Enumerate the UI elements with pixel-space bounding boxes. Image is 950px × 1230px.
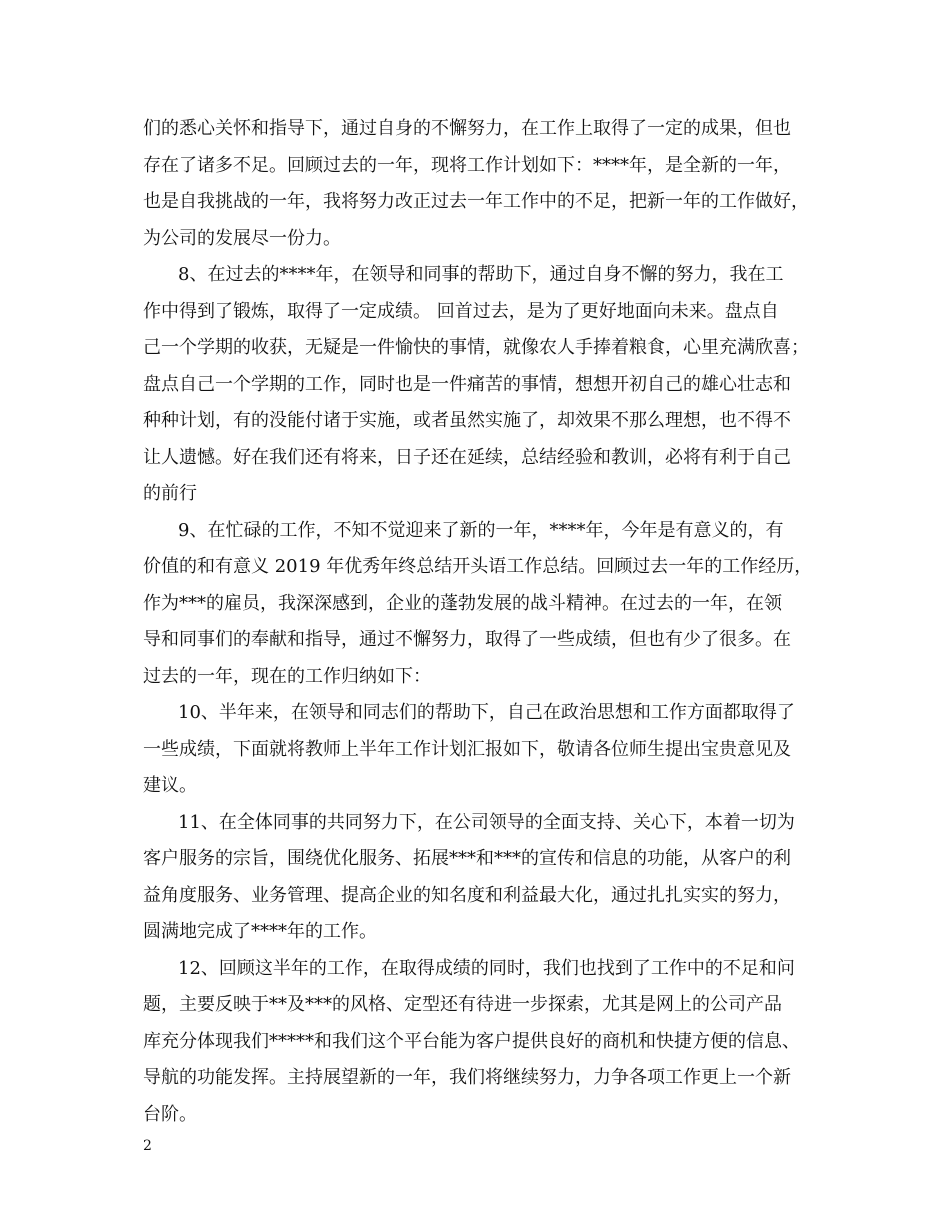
text-line: 种种计划，有的没能付诸于实施，或者虽然实施了，却效果不那么理想，也不得不 [143, 410, 791, 431]
document-body [143, 111, 823, 1133]
paragraph-10 [143, 695, 823, 805]
text-line: 存在了诸多不足。回顾过去的一年，现将工作计划如下：****年，是全新的一年， [143, 154, 791, 176]
text-line: 题，主要反映于**及***的风格、定型还有待进一步探索，尤其是网上的公司产品 [143, 994, 782, 1015]
text-line: 过去的一年，现在的工作归纳如下： [143, 665, 431, 687]
text-line: 作为***的雇员，我深深感到，企业的蓬勃发展的战斗精神。在过去的一年，在领 [143, 592, 782, 614]
text-line: 价值的和有意义 2019 年优秀年终总结开头语工作总结。回顾过去一年的工作经历， [143, 556, 813, 577]
text-line: 盘点自己一个学期的工作，同时也是一件痛苦的事情，想想开初自己的雄心壮志和 [143, 373, 791, 395]
text-line: 也是自我挑战的一年，我将努力改正过去一年工作中的不足，把新一年的工作做好， [143, 191, 809, 212]
text-line: 一些成绩，下面就将教师上半年工作计划汇报如下，敬请各位师生提出宝贵意见及 [143, 738, 791, 760]
text-line: 们的悉心关怀和指导下，通过自身的不懈努力，在工作上取得了一定的成果，但也 [143, 118, 791, 139]
text-line: 12、回顾这半年的工作，在取得成绩的同时，我们也找到了工作中的不足和问 [178, 957, 795, 979]
paragraph-12 [143, 951, 823, 1134]
text-line: 的前行 [143, 483, 197, 504]
paragraph-11 [143, 805, 823, 951]
text-line: 导和同事们的奉献和指导，通过不懈努力，取得了一些成绩，但也有少了很多。在 [143, 629, 791, 650]
text-line: 8、在过去的****年，在领导和同事的帮助下，通过自身不懈的努力，我在工 [178, 264, 784, 285]
text-line: 建议。 [143, 775, 197, 796]
text-line: 作中得到了锻炼，取得了一定成绩。 回首过去，是为了更好地面向未来。盘点自 [143, 300, 779, 322]
text-line: 圆满地完成了****年的工作。 [143, 921, 377, 942]
text-line: 益角度服务、业务管理、提高企业的知名度和利益最大化，通过扎扎实实的努力， [143, 884, 791, 906]
text-line: 客户服务的宗旨，围绕优化服务、拓展***和***的宣传和信息的功能，从客户的利 [143, 848, 791, 869]
page-number: 2 [143, 1138, 152, 1154]
text-line: 11、在全体同事的共同努力下，在公司领导的全面支持、关心下，本着一切为 [178, 811, 795, 833]
text-line: 己一个学期的收获，无疑是一件愉快的事情，就像农人手捧着粮食，心里充满欣喜； [143, 337, 809, 358]
text-line: 台阶。 [143, 1103, 197, 1125]
text-line: 库充分体现我们*****和我们这个平台能为客户提供良好的商机和快捷方便的信息、 [143, 1030, 800, 1052]
text-line: 让人遗憾。好在我们还有将来，日子还在延续，总结经验和教训，必将有利于自己 [143, 446, 791, 468]
paragraph-9 [143, 513, 823, 696]
paragraph-8 [143, 257, 823, 513]
paragraph-continuation [143, 111, 823, 257]
text-line: 为公司的发展尽一份力。 [143, 227, 341, 249]
text-line: 10、半年来，在领导和同志们的帮助下，自己在政治思想和工作方面都取得了 [178, 702, 795, 723]
text-line: 导航的功能发挥。主持展望新的一年，我们将继续努力，力争各项工作更上一个新 [143, 1067, 791, 1088]
text-line: 9、在忙碌的工作，不知不觉迎来了新的一年，****年，今年是有意义的，有 [178, 519, 784, 541]
